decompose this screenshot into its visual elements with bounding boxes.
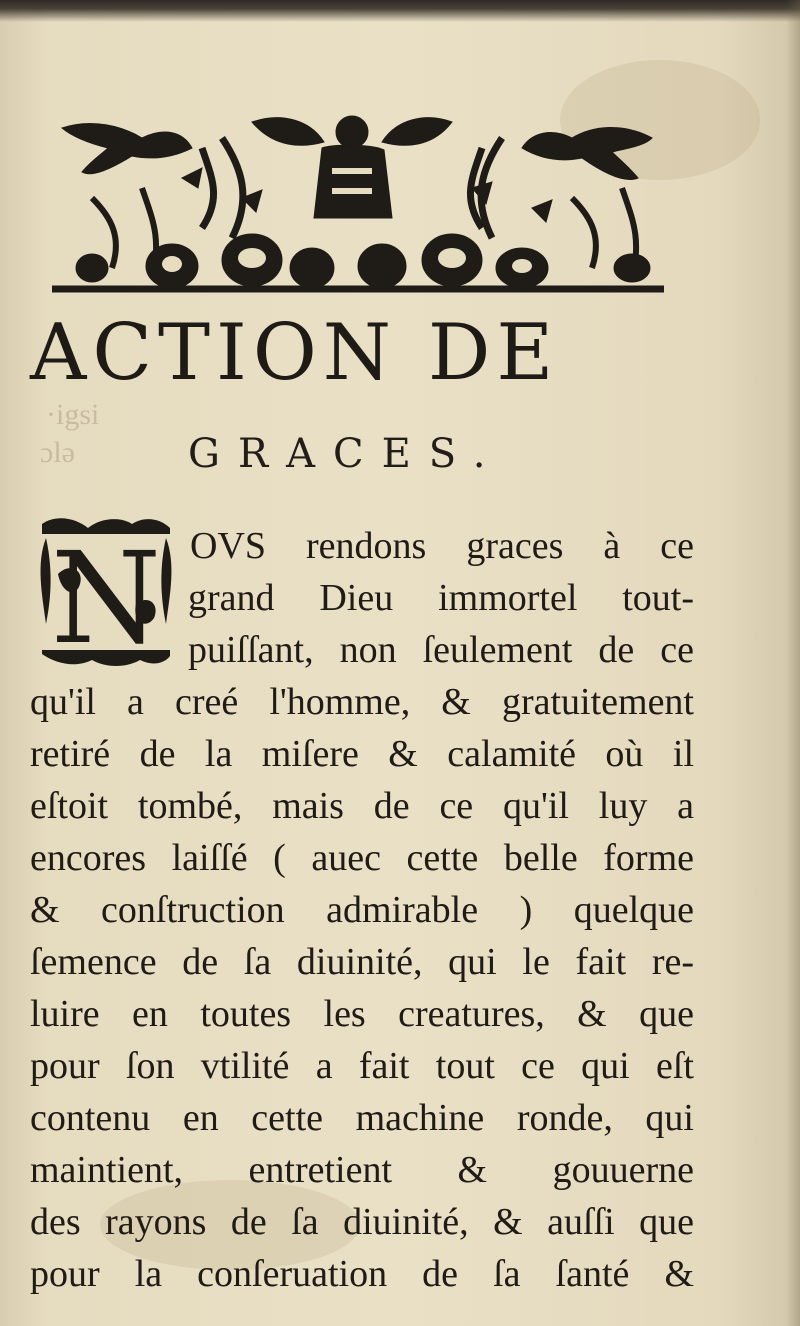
body-line: luire en toutes les creatures, & que	[30, 993, 694, 1035]
dropcap	[36, 514, 176, 670]
body-line: qu'il a creé l'homme, & gratuitement	[30, 681, 694, 723]
page-top-edge	[0, 0, 800, 22]
page-right-edge	[786, 0, 800, 1326]
page-title: ACTION DE	[30, 308, 560, 398]
body-line: & conſtruction admirable ) quelque	[30, 889, 694, 931]
dropcap-ornament	[36, 514, 176, 670]
body-line: grand Dieu immortel tout-	[188, 577, 694, 619]
body-line: maintient, entretient & gouuerne	[30, 1149, 694, 1191]
body-line: retiré de la miſere & calamité où il	[30, 733, 694, 775]
body-line: encores laiſſé ( auec cette belle forme	[30, 837, 694, 879]
headpiece-ornament	[52, 108, 664, 294]
body-line: pour la conſeruation de ſa ſanté &	[30, 1253, 694, 1295]
bleed-through-text: ɔlə	[40, 436, 75, 469]
bleed-through-text: ·igsi	[46, 398, 100, 431]
body-line: pour ſon vtilité a fait tout ce qui eſt	[30, 1045, 694, 1087]
body-line: des rayons de ſa diuinité, & auſſi que	[30, 1201, 694, 1243]
body-line: puiſſant, non ſeulement de ce	[188, 629, 694, 671]
body-line: ſemence de ſa diuinité, qui le fait re-	[30, 941, 694, 983]
page-subtitle: GRACES.	[188, 431, 504, 477]
body-line: OVS rendons graces à ce	[190, 525, 694, 567]
body-line: contenu en cette machine ronde, qui	[30, 1097, 694, 1139]
dropcap-letter: N	[50, 525, 162, 670]
body-line: eſtoit tombé, mais de ce qu'il luy a	[30, 785, 694, 827]
